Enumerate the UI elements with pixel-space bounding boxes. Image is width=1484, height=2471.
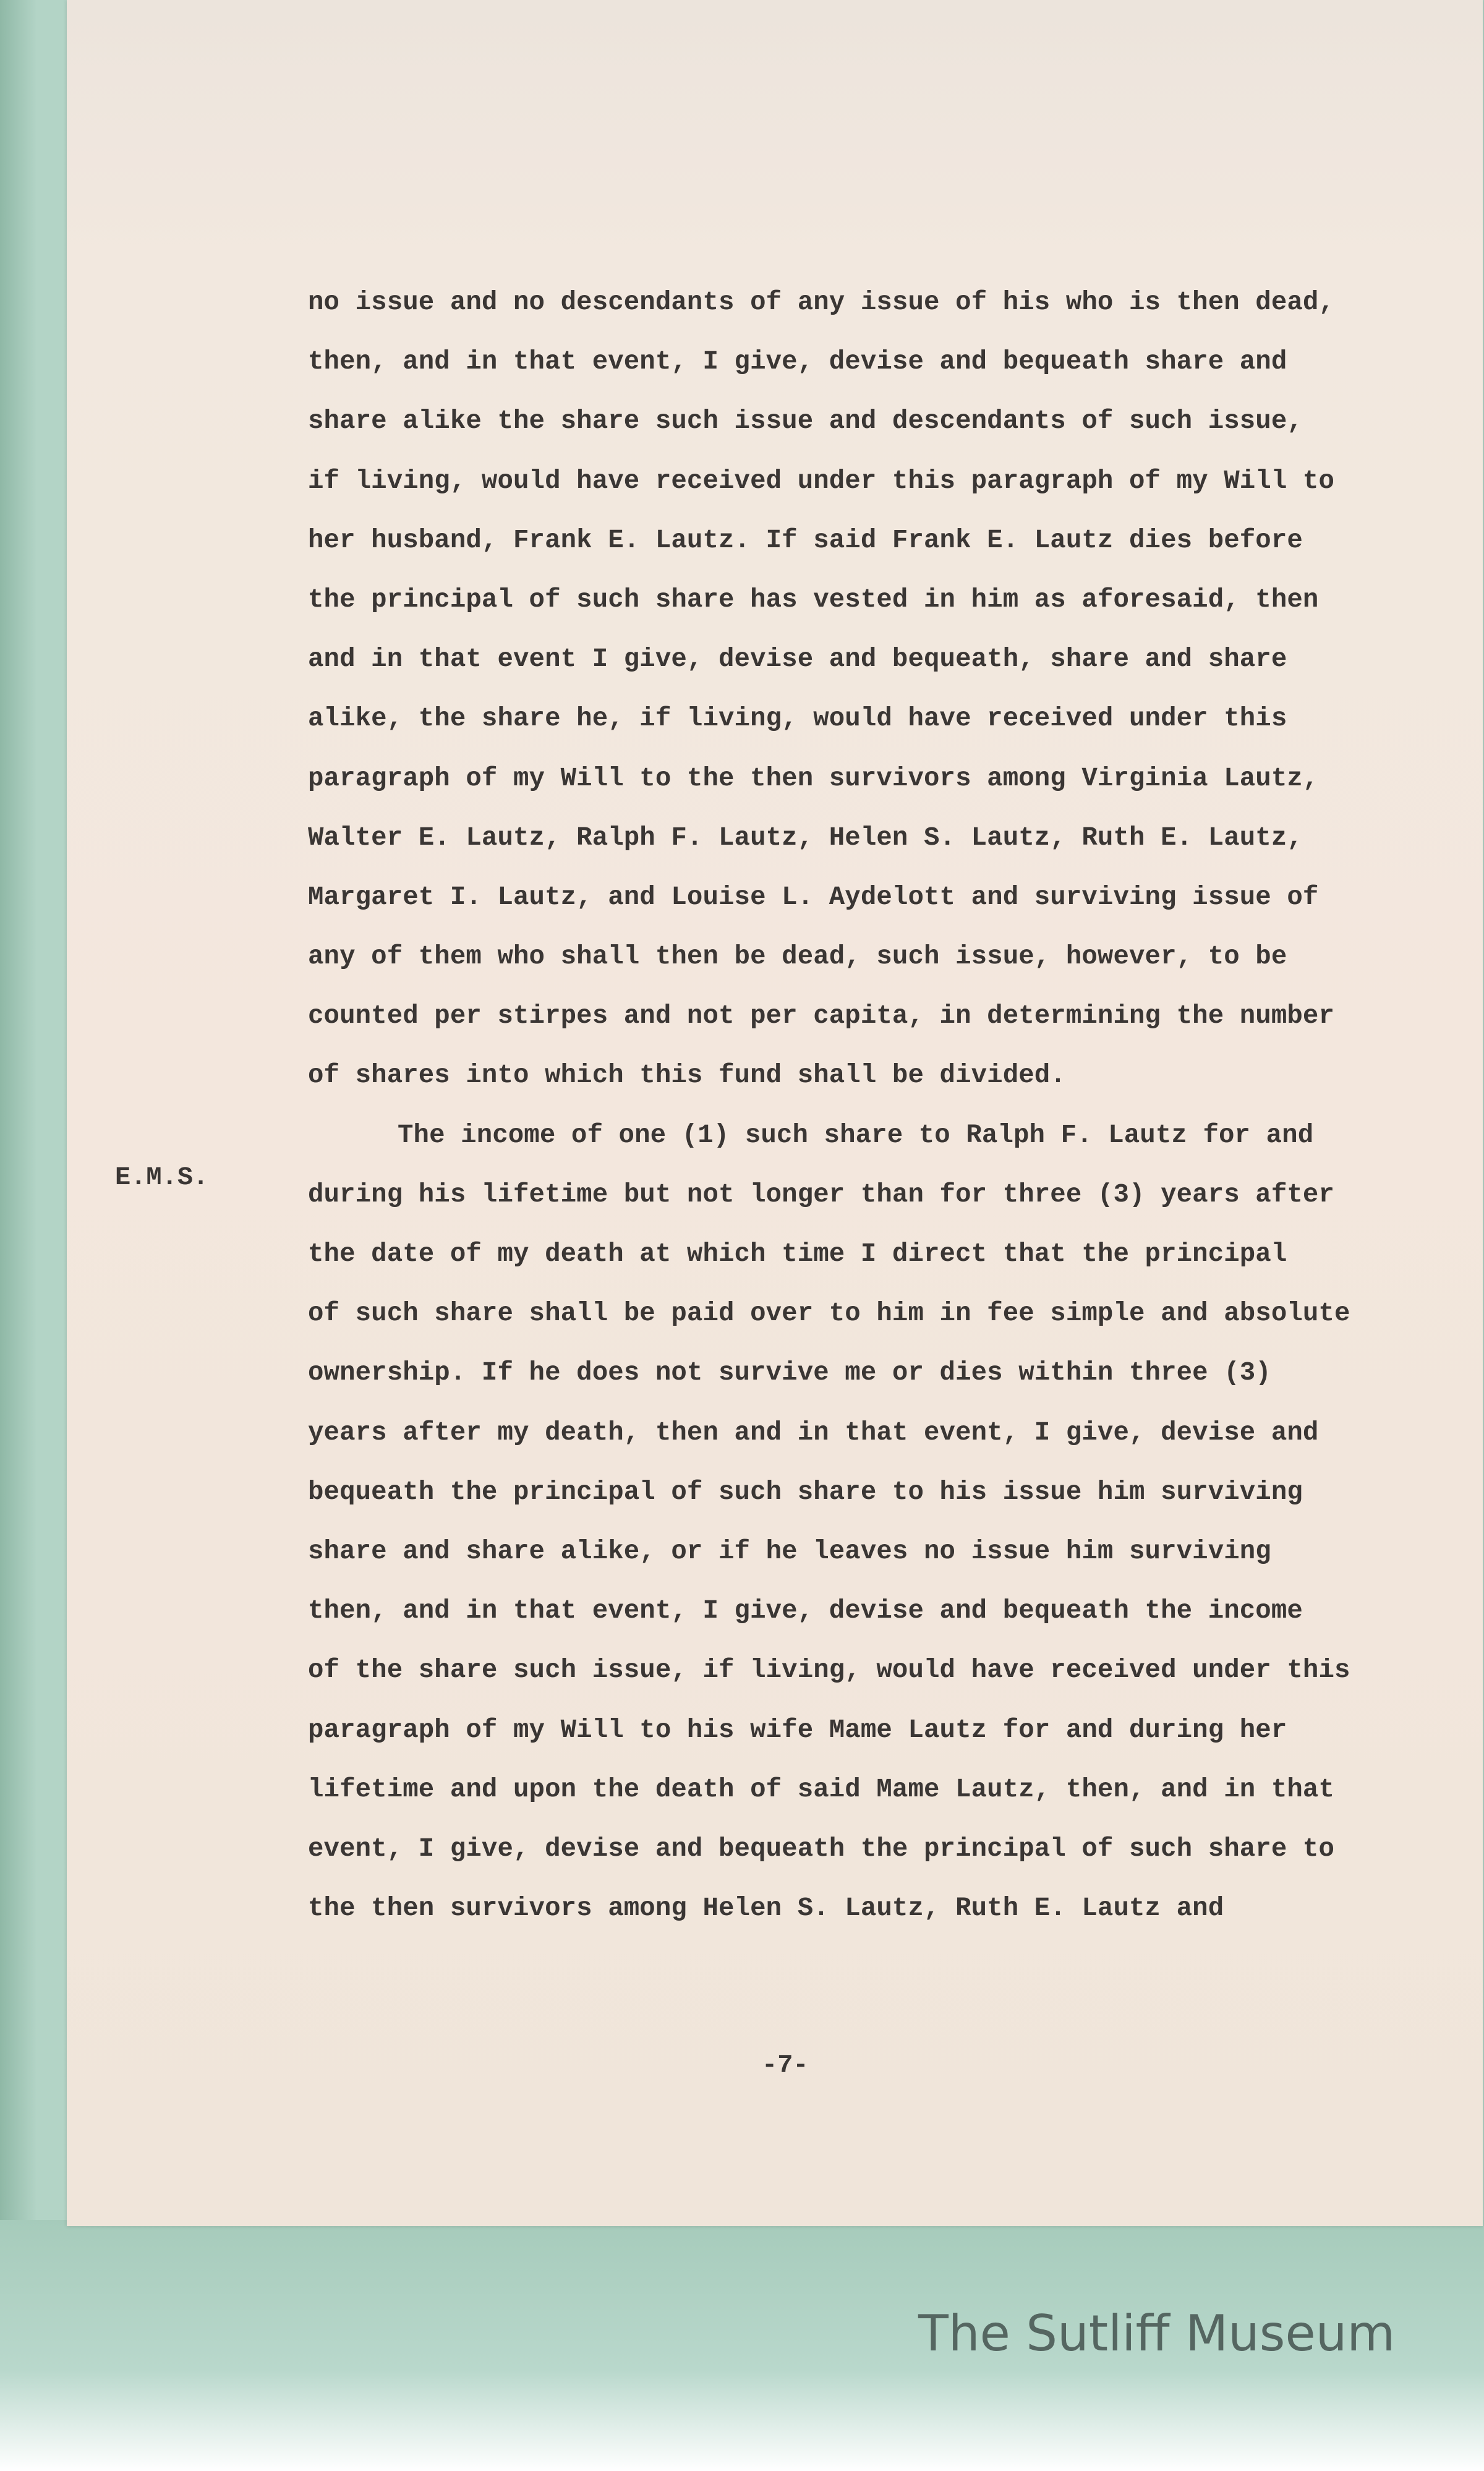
text-line: during his lifetime but not longer than for three (3) years after [308,1179,1335,1210]
text-line: years after my death, then and in that event, I give, devise and [308,1417,1319,1448]
text-line: Walter E. Lautz, Ralph F. Lautz, Helen S. Lautz, Ruth E. Lautz, [308,822,1303,853]
text-line: of the share such issue, if living, would have received under this [308,1655,1350,1686]
text-line: her husband, Frank E. Lautz. If said Frank E. Lautz dies before [308,525,1303,555]
text-line: the date of my death at which time I direct that the principal [308,1239,1287,1269]
body-text [308,273,1484,1938]
margin-initials: E.M.S. [115,1163,209,1192]
text-line: paragraph of my Will to the then survivors among Virginia Lautz, [308,763,1319,793]
text-line: bequeath the principal of such share to his issue him surviving [308,1477,1303,1507]
text-line: the principal of such share has vested in him as aforesaid, then [308,584,1319,615]
text-line: if living, would have received under this paragraph of my Will to [308,466,1335,496]
text-line: then, and in that event, I give, devise and bequeath share and [308,347,1287,377]
page-number: -7- [762,2051,809,2080]
text-line: Margaret I. Lautz, and Louise L. Aydelott and surviving issue of [308,882,1319,912]
typewritten-page [67,0,1483,2226]
text-line: ownership. If he does not survive me or dies within three (3) [308,1358,1271,1388]
text-line: share alike the share such issue and descendants of such issue, [308,406,1303,437]
text-line: counted per stirpes and not per capita, in determining the number [308,1001,1335,1031]
text-line: no issue and no descendants of any issue of his who is then dead, [308,288,1335,317]
text-line: then, and in that event, I give, devise and bequeath the income [308,1596,1303,1626]
paragraph-start-line: The income of one (1) such share to Ralph F. Lautz for and [398,1120,1314,1150]
text-line: the then survivors among Helen S. Lautz, Ruth E. Lautz and [308,1893,1224,1924]
text-line: paragraph of my Will to his wife Mame Lautz for and during her [308,1715,1287,1745]
text-line: any of them who shall then be dead, such issue, however, to be [308,942,1287,972]
text-line: event, I give, devise and bequeath the principal of such share to [308,1833,1335,1864]
text-line: of shares into which this fund shall be divided. [308,1061,1066,1091]
text-line: alike, the share he, if living, would have received under this [308,704,1287,734]
text-line: and in that event I give, devise and bequeath, share and share [308,644,1287,675]
text-line: of such share shall be paid over to him in fee simple and absolute [308,1299,1350,1329]
text-line: lifetime and upon the death of said Mame Lautz, then, and in that [308,1774,1335,1804]
museum-watermark: The Sutliff Museum [918,2305,1396,2362]
text-line: share and share alike, or if he leaves no issue him surviving [308,1536,1271,1566]
